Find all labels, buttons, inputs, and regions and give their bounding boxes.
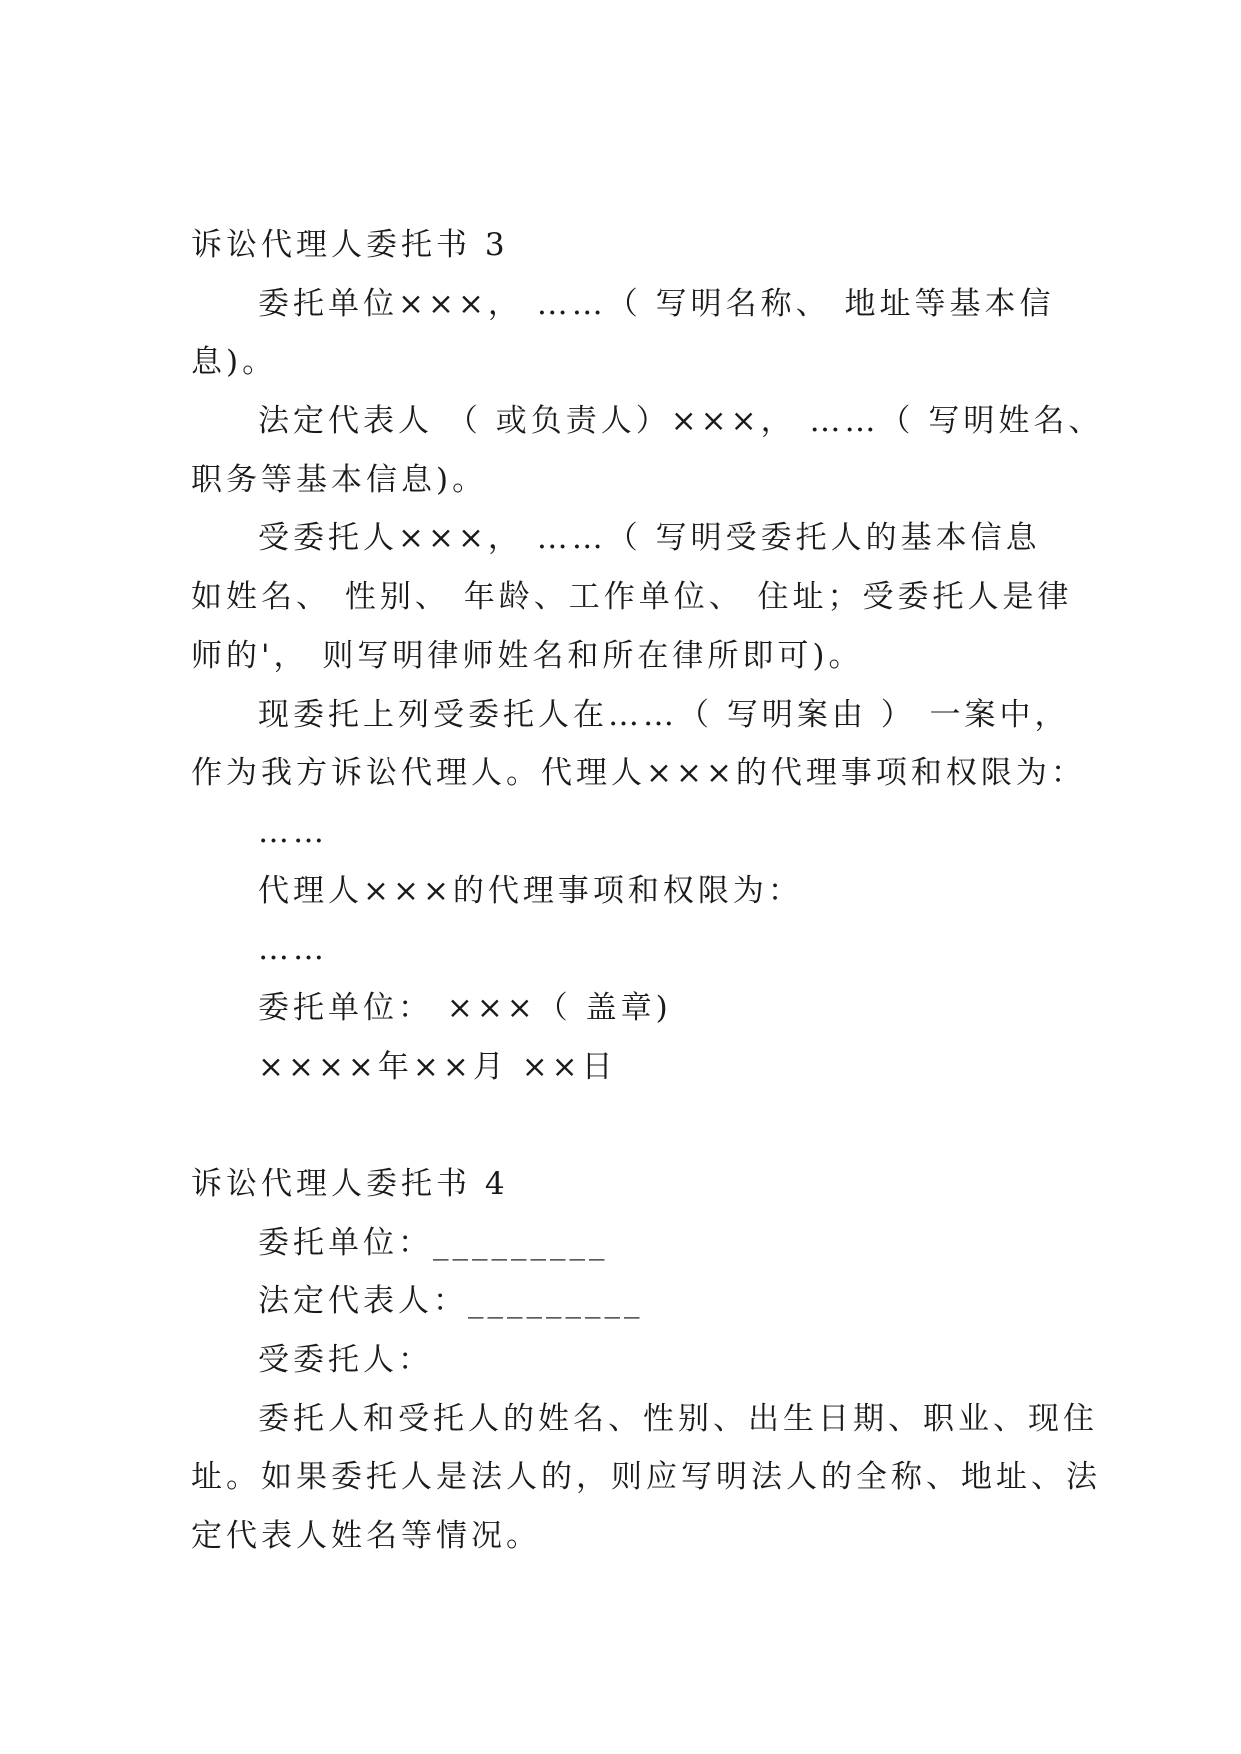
body-line: 作为我方诉讼代理人。代理人×××的代理事项和权限为： — [191, 755, 1086, 792]
body-line: 委托单位×××， ……（ 写明名称、 地址等基本信 — [258, 285, 1055, 322]
body-line: 委托人和受托人的姓名、性别、出生日期、职业、现住 — [258, 1400, 1098, 1437]
body-line: 受委托人×××， ……（ 写明受委托人的基本信息 — [258, 520, 1041, 557]
body-line: 如姓名、 性别、 年龄、工作单位、 住址；受委托人是律 — [191, 579, 1073, 616]
body-line: 现委托上列受委托人在……（ 写明案由 ） 一案中， — [258, 696, 1070, 733]
body-line: 息)。 — [191, 344, 278, 381]
proxy-letter-section-4 — [191, 1155, 1161, 1566]
body-line: 址。如果委托人是法人的，则应写明法人的全称、地址、法 — [191, 1459, 1101, 1496]
ellipsis-line: …… — [258, 813, 328, 850]
section-title: 诉讼代理人委托书 4 — [191, 1166, 509, 1202]
legal-representative-field: 法定代表人：_________ — [258, 1283, 644, 1320]
signature-line: 委托单位： ×××（ 盖章) — [258, 989, 672, 1026]
body-line: 职务等基本信息)。 — [191, 461, 488, 498]
body-line: 法定代表人 （ 或负责人）×××， ……（ 写明姓名、 — [258, 403, 1104, 440]
body-line: 师的'， 则写明律师姓名和所在律所即可)。 — [191, 637, 864, 674]
section-title: 诉讼代理人委托书 3 — [191, 227, 509, 263]
section-spacer — [191, 1096, 1161, 1155]
agent-field: 受委托人： — [258, 1342, 433, 1379]
date-line: ××××年××月 ××日 — [258, 1048, 617, 1085]
ellipsis-line: …… — [258, 931, 328, 968]
proxy-letter-section-3 — [191, 216, 1161, 1096]
client-unit-field: 委托单位：_________ — [258, 1224, 609, 1261]
body-line: 定代表人姓名等情况。 — [191, 1518, 541, 1555]
body-line: 代理人×××的代理事项和权限为： — [258, 872, 803, 909]
